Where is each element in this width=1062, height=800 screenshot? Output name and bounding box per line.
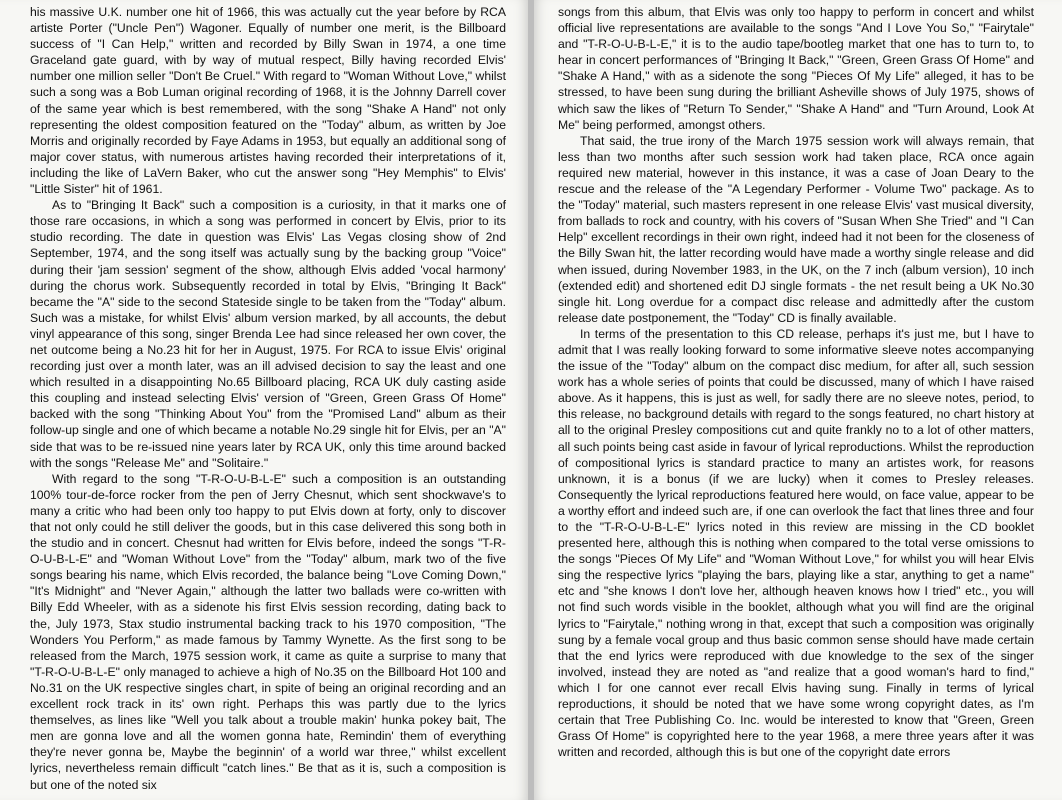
- right-page-text: [558, 4, 1034, 760]
- right-page: [534, 0, 1062, 800]
- paragraph: That said, the true irony of the March 1975 session work will always remain, that less than two months after such session work had taken place, RCA once again required new material, however in this instance, it was a case of Joan Deary to the rescue and the release of the "A Legendary Performer - Volume Two" package. As to the "Today" material, such masters represent in one release Elvis' vast musical diversity, from ballads to rock and country, with his covers of "Susan When She Tried" and "I Can Help" excellent recordings in their own right, indeed had it not been for the closeness of the Billy Swan hit, the latter recording would have made a worthy single release and did when issued, during November 1983, in the UK, on the 7 inch (album version), 10 inch (extended edit) and shortened edit DJ single formats - the net result being a UK No.30 single hit. Long overdue for a compact disc release and admittedly after the custom release date postponement, the "Today" CD is finally available.: [558, 133, 1034, 325]
- paragraph: As to "Bringing It Back" such a composition is a curiosity, in that it marks one of those rare occasions, in which a song was performed in concert by Elvis, prior to its studio recording. The date in question was Elvis' Las Vegas closing show of 2nd September, 1974, and the song itself was actually sung by the backing group "Voice" during their 'jam session' segment of the show, although Elvis added 'vocal harmony' during the chorus work. Subsequently recorded in total by Elvis, "Bringing It Back" became the "A" side to the second Stateside single to be taken from the "Today" album. Such was a mistake, for whilst Elvis' album version marked, by all accounts, the debut vinyl appearance of this song, singer Brenda Lee had since released her own cover, the net outcome being a No.23 hit for her in August, 1975. For RCA to issue Elvis' original recording just over a month later, was an ill advised decision to say the least and one which resulted in a disappointing No.65 Billboard placing, RCA UK duly casting aside this coupling and instead selecting Elvis' version of "Green, Green Grass Of Home" backed with the song "Thinking About You" from the "Promised Land" album as their follow-up single and one of which became a notable No.29 single hit for Elvis, per an "A" side that was to be re-issued nine years later by RCA UK, only this time around backed with the songs "Release Me" and "Solitaire.": [30, 198, 506, 470]
- paragraph: his massive U.K. number one hit of 1966, this was actually cut the year before by RCA artiste Porter ("Uncle Pen") Wagoner. Equally of number one merit, is the Billboard success of "I Can Help," written and recorded by Billy Swan in 1974, a one time Graceland gate guard, with by way of mutual respect, Billy having recorded Elvis' number one million seller "Don't Be Cruel." With regard to "Woman Without Love," whilst such a song was a Bob Luman original recording of 1968, it is the Johnny Darrell cover of the same year which is best remembered, with the song "Shake A Hand" not only representing the oldest composition featured on the "Today" album, as written by Joe Morris and originally recorded by Faye Adams in 1953, but equally an additional song of major cover status, with numerous artistes having recorded their interpretations of it, including the like of LaVern Baker, who cut the answer song "Hey Memphis" to Elvis' "Little Sister" hit of 1961.: [30, 5, 506, 197]
- paragraph: In terms of the presentation to this CD release, perhaps it's just me, but I have to admit that I was really looking forward to some informative sleeve notes accompanying the issue of the "Today" album on the compact disc medium, for after all, such session work has a whole series of points that could be discussed, many of which I have raised above. As it happens, this is just as well, for sadly there are no sleeve notes, period, to this release, no background details with regard to the songs featured, no chart history at all to the original Presley compositions cut and quite frankly no to a lot of other matters, all such points being cast aside in favour of lyrical reproductions. Whilst the reproduction of compositional lyrics is standard practice to many an artistes work, for reasons unknown, it is a bonus (if we are lucky) when it comes to Presley releases. Consequently the lyrical reproductions featured here would, on face value, appear to be a worthy effort and indeed such are, if one can overlook the fact that lines three and four to the "T-R-O-U-B-L-E" lyrics noted in this review are missing in the CD booklet presented here, although this is nothing when compared to the total verse omissions to the songs "Pieces Of My Life" and "Woman Without Love," for whilst you will hear Elvis sing the respective lyrics "playing the bars, playing like a star, anything to get a name" etc and "she knows I don't love her, although heaven knows how I tried" etc., you will not find such words visible in the booklet, although what you will find are the original lyrics to "Fairytale," nothing wrong in that, except that such a composition was originally sung by a female vocal group and thus basic common sense should have made certain that the end lyrics were reproduced with due knowledge to the sex of the singer involved, instead they are noted as "and realize that a good woman's hard to find," which I for one cannot ever recall Elvis having sung. Finally in terms of lyrical reproductions, it should be noted that we have some wrong copyright dates, as I'm certain that Tree Publishing Co. Inc. would be interested to know that "Green, Green Grass Of Home" is copyrighted here to the year 1968, a mere three years after it was written and recorded, although this is but one of the copyright date errors: [558, 326, 1034, 760]
- left-page: [0, 0, 528, 800]
- paragraph: With regard to the song "T-R-O-U-B-L-E" such a composition is an outstanding 100% tour-de-force rocker from the pen of Jerry Chesnut, which sent shockwave's to many a critic who had been only too happy to put Elvis down at forty, only to discover that not only could he still deliver the goods, but in this case delivered this song both in the studio and in concert. Chesnut had written for Elvis before, indeed the songs "T-R-O-U-B-L-E" and "Woman Without Love" from the "Today" album, mark two of the five songs bearing his name, which Elvis recorded, the balance being "Love Coming Down," "It's Midnight" and "Never Again," although the latter two ballads were co-written with Billy Edd Wheeler, with as a sidenote his first Elvis session recording, dating back to the, July 1973, Stax studio instrumental backing track to his 1970 composition, "The Wonders You Perform," as made famous by Tammy Wynette. As the first song to be released from the March, 1975 session work, it came as quite a surprise to many that "T-R-O-U-B-L-E" only managed to achieve a high of No.35 on the Billboard Hot 100 and No.31 on the UK respective singles chart, in spite of being an original recording and an excellent rock track in its' own right. Perhaps this was partly due to the lyrics themselves, as lines like "Well you talk about a trouble makin' hunka pokey bait, The men are gonna love and all the women gonna hate, Remindin' them of everything they're never gonna be, Maybe the beginnin' of a world war three," whilst excellent lyrics, nevertheless remain difficult "catch lines." Be that as it is, such a composition is but one of the noted six: [30, 471, 506, 792]
- paragraph: songs from this album, that Elvis was only too happy to perform in concert and whilst official live representations are available to the songs "And I Love You So," "Fairytale" and "T-R-O-U-B-L-E," it is to the audio tape/bootleg market that one has to turn to, to hear in concert performances of "Bringing It Back," "Green, Green Grass Of Home" and "Shake A Hand," with as a sidenote the song "Pieces Of My Life" alleged, it has to be stressed, to have been sung during the brilliant Asheville shows of July 1975, shows of which saw the likes of "Return To Sender," "Shake A Hand" and "Turn Around, Look At Me" being performed, amongst others.: [558, 5, 1034, 132]
- left-page-text: [30, 4, 506, 793]
